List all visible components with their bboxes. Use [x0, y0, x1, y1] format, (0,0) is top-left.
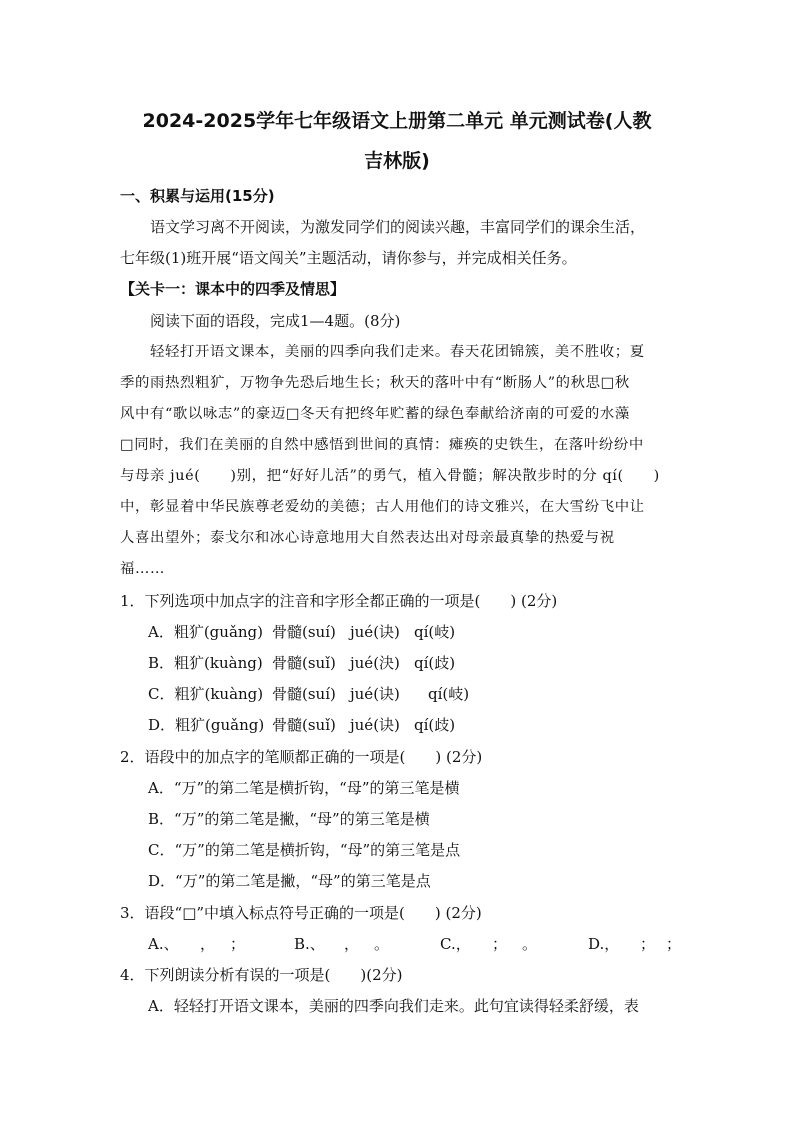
q3-b-mark1: B.、: [294, 935, 325, 953]
q3-a-mark2: ，: [200, 935, 216, 953]
q1-c-part2: 骨髓(suí): [272, 685, 336, 703]
q1-d-part3: jué(诀): [350, 716, 400, 734]
intro-line-2: 七年级(1)班开展“语文闯关”主题活动，请你参与，并完成相关任务。: [120, 249, 577, 267]
q3-options-row: [148, 934, 682, 956]
exam-title-line2: 吉林版): [364, 150, 430, 172]
q1-c-part1: C．粗犷(kuàng): [148, 685, 264, 703]
q1-a-part1: A．粗犷(guǎng): [148, 623, 264, 641]
section-heading: 一、积累与运用(15分): [120, 187, 275, 205]
q3-c-mark3: 。: [522, 935, 538, 953]
q1-d-part2: 骨髓(suǐ): [272, 716, 336, 734]
level-heading: 【关卡一：课本中的四季及情思】: [120, 280, 346, 298]
passage-line-6: 中，彰显着中华民族尊老爱幼的美德；古人用他们的诗文雅兴，在大雪纷飞中让: [120, 499, 645, 515]
q1-c-part3: jué(诀): [350, 685, 400, 703]
q3-c-mark2: ；: [492, 935, 508, 953]
q3-stem: 3．语段“□”中填入标点符号正确的一项是( ) (2分): [120, 904, 482, 922]
q2-stem: 2．语段中的加点字的笔顺都正确的一项是( ) (2分): [120, 748, 483, 766]
q3-b-mark3: 。: [374, 935, 390, 953]
q3-d-mark1: D.，: [588, 935, 620, 953]
q2-option-b: B．“万”的第二笔是撇，“母”的第三笔是横: [148, 810, 430, 828]
passage-line-3: 风中有“歌以咏志”的豪迈□冬天有把终年贮蓄的绿色奉献给济南的可爱的水藻: [120, 406, 630, 422]
reading-instruction: 阅读下面的语段，完成1—4题。(8分): [150, 312, 401, 330]
q1-a-part4: qí(岐): [414, 623, 456, 641]
q2-option-d: D．“万”的第二笔是撇，“母”的第三笔是点: [148, 872, 431, 890]
passage-line-2: 季的雨热烈粗犷，万物争先恐后地生长；秋天的落叶中有“断肠人”的秋思□秋: [120, 375, 630, 391]
q1-b-part2: 骨髓(suǐ): [272, 654, 336, 672]
q3-a-mark1: A.、: [148, 935, 179, 953]
q1-b-part3: jué(決): [350, 654, 400, 672]
q3-b-mark2: ，: [344, 935, 360, 953]
q1-stem: 1．下列选项中加点字的注音和字形全都正确的一项是( ) (2分): [120, 592, 558, 610]
passage-line-8: 福……: [120, 561, 165, 577]
q1-b-part1: B．粗犷(kuàng): [148, 654, 263, 672]
q1-d-part4: qí(歧): [414, 716, 456, 734]
q4-stem: 4．下列朗读分析有误的一项是( )(2分): [120, 966, 403, 984]
q3-d-mark3: ；: [666, 935, 682, 953]
passage-line-4: □同时，我们在美丽的自然中感悟到世间的真情：瘫痪的史铁生，在落叶纷纷中: [120, 437, 644, 453]
q1-a-part2: 骨髓(suí): [272, 623, 336, 641]
q1-c-part4: qí(岐): [428, 685, 470, 703]
q1-a-part3: jué(诀): [350, 623, 400, 641]
q1-b-part4: qí(歧): [414, 654, 456, 672]
q3-c-mark1: C.，: [440, 935, 471, 953]
q2-option-a: A．“万”的第二笔是横折钩，“母”的第三笔是横: [148, 779, 460, 797]
intro-line-1: 语文学习离不开阅读，为激发同学们的阅读兴趣，丰富同学们的课余生活，: [150, 218, 646, 236]
q3-d-mark2: ；: [640, 935, 656, 953]
q1-d-part1: D．粗犷(guǎng): [148, 716, 265, 734]
q2-option-c: C．“万”的第二笔是横折钩，“母”的第三笔是点: [148, 841, 461, 859]
passage-line-7: 人喜出望外；泰戈尔和冰心诗意地用大自然表达出对母亲最真挚的热爱与祝: [120, 530, 615, 546]
q4-option-a: A．轻轻打开语文课本，美丽的四季向我们走来。此句宜读得轻柔舒缓，表: [148, 997, 639, 1015]
q3-a-mark3: ；: [230, 935, 246, 953]
passage-line-1: 轻轻打开语文课本，美丽的四季向我们走来。春天花团锦簇，美不胜收；夏: [150, 344, 645, 360]
passage-line-5: 与母亲 jué( )别，把“好好儿活”的勇气，植入骨髓；解决散步时的分 qí( ): [120, 468, 660, 484]
exam-title-line1: 2024-2025学年七年级语文上册第二单元 单元测试卷(人教: [142, 110, 652, 132]
